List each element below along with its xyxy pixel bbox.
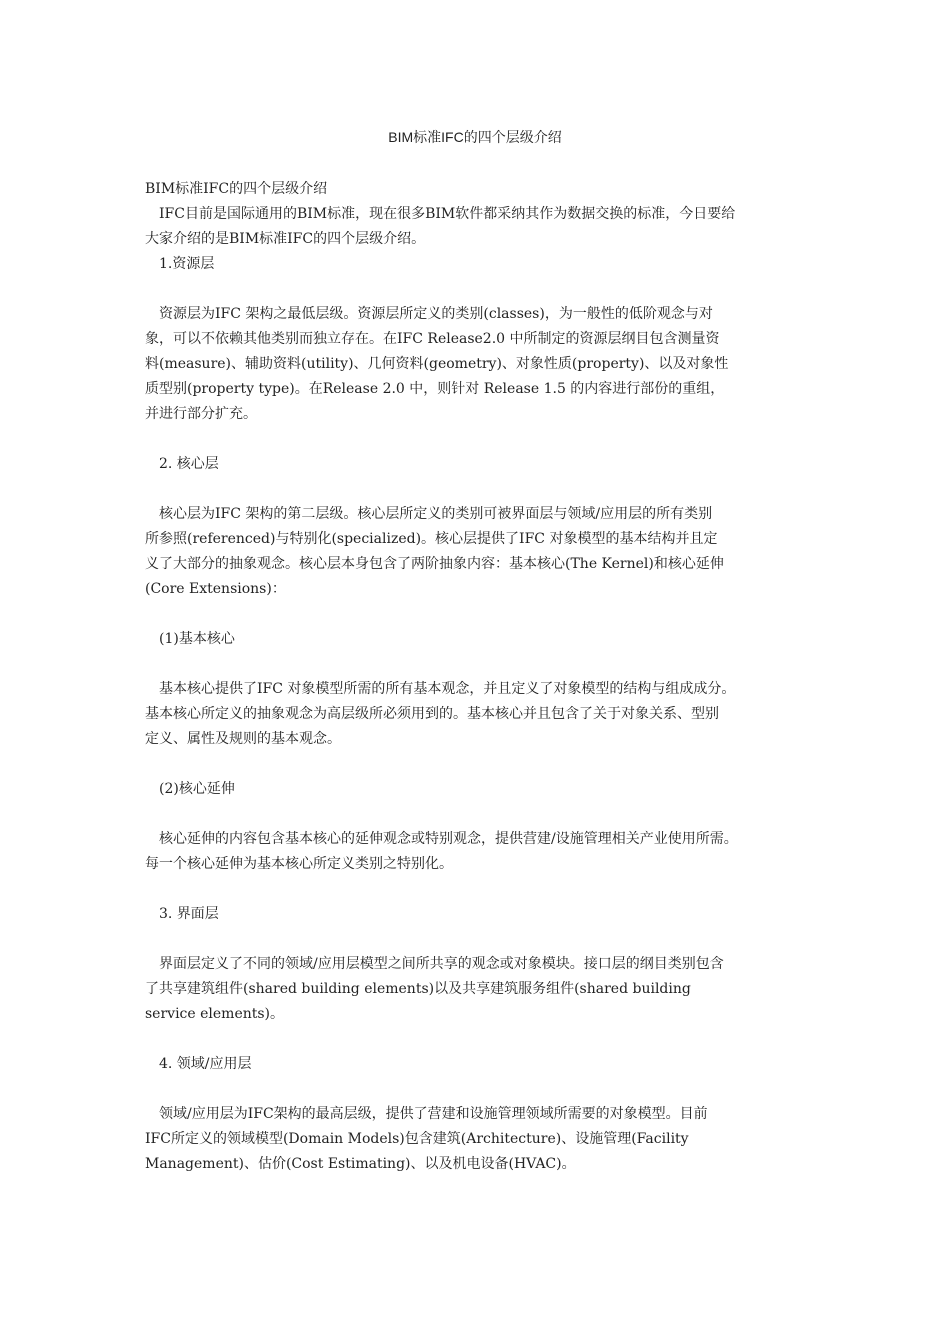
paragraph-line: 资源层为IFC 架构之最低层级。资源层所定义的类别(classes)，为一般性的低阶观念与对 <box>159 306 713 322</box>
paragraph-line: 核心延伸的内容包含基本核心的延伸观念或特别观念，提供营建/设施管理相关产业使用所需。 <box>159 831 738 847</box>
paragraph-gap <box>145 427 825 452</box>
paragraph-gap <box>145 1077 825 1102</box>
paragraph-line: 了共享建筑组件(shared building elements)以及共享建筑服务组件(shared building <box>145 981 691 997</box>
paragraph-gap <box>145 927 825 952</box>
paragraph-line: Management)、估价(Cost Estimating)、以及机电设备(HVAC)。 <box>145 1156 576 1172</box>
document-body <box>145 177 825 1177</box>
paragraph-line: service elements)。 <box>145 1006 285 1022</box>
paragraph-line: 定义、属性及规则的基本观念。 <box>145 731 341 747</box>
paragraph-line: IFC所定义的领域模型(Domain Models)包含建筑(Architecture)、设施管理(Facility <box>145 1131 689 1147</box>
paragraph-line: 每一个核心延伸为基本核心所定义类别之特别化。 <box>145 856 453 872</box>
section-title-domain-layer: 4. 领域/应用层 <box>159 1056 252 1072</box>
paragraph-line: 界面层定义了不同的领域/应用层模型之间所共享的观念或对象模块。接口层的纲目类别包含 <box>159 956 724 972</box>
paragraph-gap <box>145 602 825 627</box>
paragraph-line: 象，可以不依赖其他类别而独立存在。在IFC Release2.0 中所制定的资源层纲目包含测量资 <box>145 331 720 347</box>
section-title-resource-layer: 1.资源层 <box>159 256 215 272</box>
paragraph-gap <box>145 877 825 902</box>
subsection-title-core-extensions: (2)核心延伸 <box>159 781 235 797</box>
paragraph-line: 基本核心提供了IFC 对象模型所需的所有基本观念，并且定义了对象模型的结构与组成成分。 <box>159 681 736 697</box>
intro-line: IFC目前是国际通用的BIM标准，现在很多BIM软件都采纳其作为数据交换的标准，今日要给 <box>159 206 736 222</box>
paragraph-line: 基本核心所定义的抽象观念为高层级所必须用到的。基本核心并且包含了关于对象关系、型别 <box>145 706 719 722</box>
paragraph-gap <box>145 752 825 777</box>
document-title: BIM标准IFC的四个层级介绍 <box>388 129 562 145</box>
paragraph-gap <box>145 1027 825 1052</box>
paragraph-gap <box>145 277 825 302</box>
paragraph-line: 义了大部分的抽象观念。核心层本身包含了两阶抽象内容：基本核心(The Kernel)和核心延伸 <box>145 556 724 572</box>
paragraph-gap <box>145 652 825 677</box>
paragraph-line: 领域/应用层为IFC架构的最高层级，提供了营建和设施管理领域所需要的对象模型。目前 <box>159 1106 708 1122</box>
paragraph-line: 核心层为IFC 架构的第二层级。核心层所定义的类别可被界面层与领域/应用层的所有类别 <box>159 506 713 522</box>
paragraph-gap <box>145 802 825 827</box>
paragraph-line: 所参照(referenced)与特别化(specialized)。核心层提供了IFC 对象模型的基本结构并且定 <box>145 531 718 547</box>
paragraph-gap <box>145 477 825 502</box>
subsection-title-kernel: (1)基本核心 <box>159 631 235 647</box>
intro-line: 大家介绍的是BIM标准IFC的四个层级介绍。 <box>145 231 426 247</box>
paragraph-line: 并进行部分扩充。 <box>145 406 257 422</box>
section-title-interface-layer: 3. 界面层 <box>159 906 219 922</box>
paragraph-line: (Core Extensions)： <box>145 581 286 597</box>
paragraph-line: 料(measure)、辅助资料(utility)、几何资料(geometry)、对象性质(property)、以及对象性 <box>145 356 729 372</box>
section-title-core-layer: 2. 核心层 <box>159 456 219 472</box>
document-heading: BIM标准IFC的四个层级介绍 <box>145 181 328 197</box>
paragraph-line: 质型别(property type)。在Release 2.0 中，则针对 Release 1.5 的内容进行部份的重组， <box>145 381 725 397</box>
